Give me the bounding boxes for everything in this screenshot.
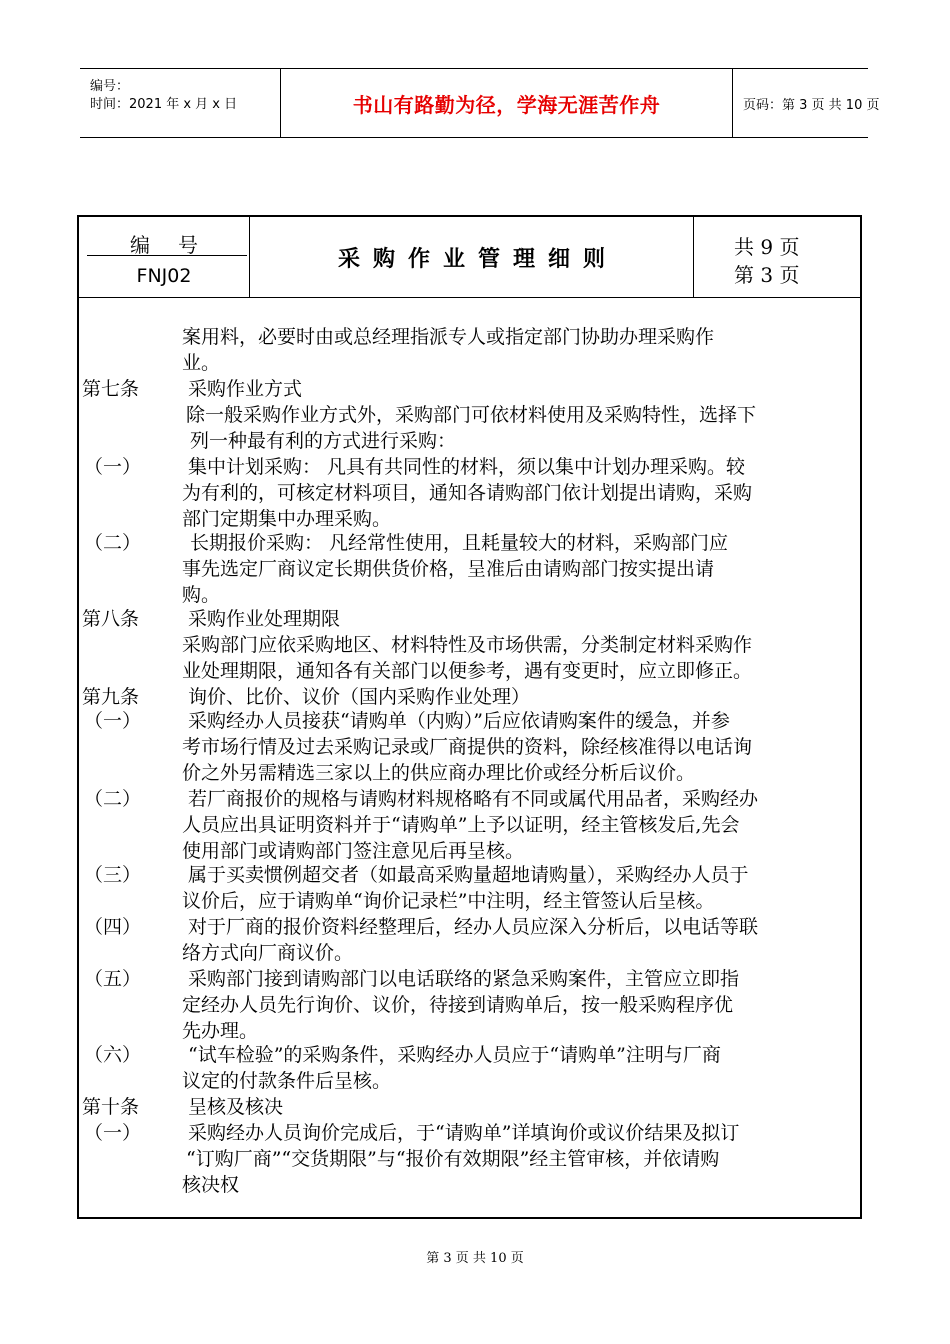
body-line: “订购厂商”“交货期限”与“报价有效期限”经主管审核，并依请购 xyxy=(186,1148,720,1170)
total-pages: 共 9 页 xyxy=(734,235,800,259)
body-line: 事先选定厂商议定长期供货价格，呈准后由请购部门按实提出请 xyxy=(182,558,715,580)
code-divider xyxy=(87,255,247,256)
document-header xyxy=(80,68,880,138)
form-title-row xyxy=(79,217,860,298)
form-title: 采购作业管理细则 xyxy=(250,217,694,297)
body-line: 除一般采购作业方式外，采购部门可依材料使用及采购特性，选择下 xyxy=(186,404,757,426)
body-line: 案用料，必要时由或总经理指派专人或指定部门协助办理采购作 xyxy=(182,326,715,348)
header-page-info: 页码：第 3 页 共 10 页 xyxy=(743,97,880,113)
body-line: 购。 xyxy=(182,584,221,606)
code-label: 编号 xyxy=(130,233,226,257)
number-label: 编号： xyxy=(90,79,130,94)
body-line: 列一种最有利的方式进行采购： xyxy=(190,430,457,452)
body-line: 采购经办人员接获“请购单（内购）”后应依请购案件的缓急，并参 xyxy=(188,710,730,732)
body-line: 络方式向厂商议价。 xyxy=(182,942,354,964)
clause-label: （一） xyxy=(84,710,142,732)
body-line: 长期报价采购： 凡经常性使用，且耗量较大的材料，采购部门应 xyxy=(190,532,729,554)
code-cell xyxy=(79,217,250,297)
body-line: 呈核及核决 xyxy=(188,1096,284,1118)
body-line: 采购部门接到请购部门以电话联络的紧急采购案件，主管应立即指 xyxy=(188,968,740,990)
body-line: 采购经办人员询价完成后，于“请购单”详填询价或议价结果及拟订 xyxy=(188,1122,740,1144)
body-line: 为有利的，可核定材料项目，通知各请购部门依计划提出请购，采购 xyxy=(182,482,753,504)
clause-label: （六） xyxy=(84,1044,142,1066)
body-line: 集中计划采购： 凡具有共同性的材料，须以集中计划办理采购。较 xyxy=(188,456,746,478)
motto: 书山有路勤为径，学海无涯苦作舟 xyxy=(281,69,733,137)
body-line: 考市场行情及过去采购记录或厂商提供的资料，除经核准得以电话询 xyxy=(182,736,753,758)
body-line: 对于厂商的报价资料经整理后，经办人员应深入分析后，以电话等联 xyxy=(188,916,759,938)
body-line: 使用部门或请购部门签注意见后再呈核。 xyxy=(182,840,525,862)
body-line: 价之外另需精选三家以上的供应商办理比价或经分析后议价。 xyxy=(182,762,696,784)
body-line: 先办理。 xyxy=(182,1020,259,1042)
body-line: 询价、比价、议价（国内采购作业处理） xyxy=(188,686,531,708)
clause-label: 第十条 xyxy=(82,1096,140,1118)
body-line: 采购部门应依采购地区、材料特性及市场供需，分类制定材料采购作 xyxy=(182,634,753,656)
body-line: “试车检验”的采购条件，采购经办人员应于“请购单”注明与厂商 xyxy=(188,1044,721,1066)
body-line: 部门定期集中办理采购。 xyxy=(182,508,392,530)
clause-label: （二） xyxy=(84,788,142,810)
clause-label: （一） xyxy=(84,1122,142,1144)
clause-label: 第七条 xyxy=(82,378,140,400)
clause-label: （一） xyxy=(84,456,142,478)
body-line: 议定的付款条件后呈核。 xyxy=(182,1070,392,1092)
body-line: 人员应出具证明资料并于“请购单”上予以证明，经主管核发后,先会 xyxy=(182,814,740,836)
clause-label: （二） xyxy=(84,532,142,554)
clause-label: 第九条 xyxy=(82,686,140,708)
body-line: 核决权 xyxy=(182,1174,240,1196)
clause-label: （四） xyxy=(84,916,142,938)
body-line: 若厂商报价的规格与请购材料规格略有不同或属代用品者，采购经办 xyxy=(188,788,759,810)
body-line: 定经办人员先行询价、议价，待接到请购单后，按一般采购程序优 xyxy=(182,994,734,1016)
body-line: 业。 xyxy=(182,352,221,374)
body-line: 采购作业方式 xyxy=(188,378,303,400)
clause-label: （三） xyxy=(84,864,142,886)
page-count-cell xyxy=(694,217,860,297)
body-line: 业处理期限，通知各有关部门以便参考，遇有变更时，应立即修正。 xyxy=(182,660,753,682)
current-page: 第 3 页 xyxy=(734,263,800,287)
page-footer: 第 3 页 共 10 页 xyxy=(426,1251,524,1266)
header-meta-cell xyxy=(80,69,281,137)
body-line: 采购作业处理期限 xyxy=(188,608,341,630)
clause-label: （五） xyxy=(84,968,142,990)
body-line: 议价后，应于请购单“询价记录栏”中注明，经主管签认后呈核。 xyxy=(182,890,715,912)
code-value: FNJ02 xyxy=(136,265,192,287)
clause-label: 第八条 xyxy=(82,608,140,630)
date-line: 时间：2021 年 x 月 x 日 xyxy=(90,97,238,112)
body-line: 属于买卖惯例超交者（如最高采购量超地请购量），采购经办人员于 xyxy=(188,864,749,886)
